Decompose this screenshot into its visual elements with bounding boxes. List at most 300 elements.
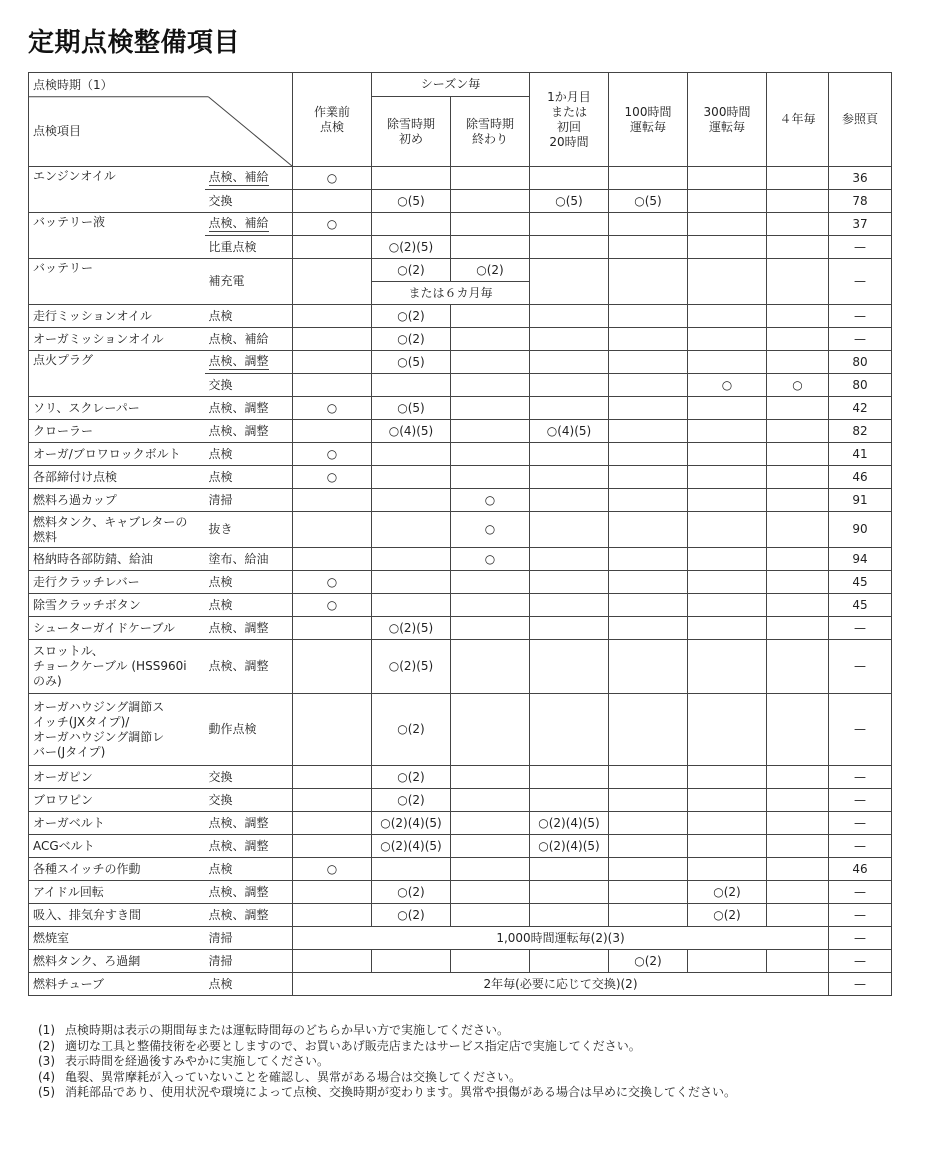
col-label: 300時間 運転毎 (703, 104, 751, 134)
sub-item-cell (205, 594, 293, 617)
item-cell (29, 858, 205, 881)
schedule-cell: ○(2) (372, 789, 451, 812)
schedule-cell (688, 466, 767, 489)
sub-item-cell (205, 812, 293, 835)
item-label: オーガピン (33, 769, 93, 784)
schedule-cell (293, 789, 372, 812)
footnotes (38, 1023, 736, 1101)
item-label: 各部締付け点検 (33, 469, 118, 484)
table-row (29, 259, 892, 282)
schedule-cell (609, 213, 688, 236)
schedule-cell (688, 640, 767, 694)
item-cell (29, 766, 205, 789)
item-cell (29, 466, 205, 489)
schedule-cell (609, 904, 688, 927)
ref-page-cell: — (829, 694, 892, 766)
schedule-cell: ○(2) (609, 950, 688, 973)
schedule-cell (688, 789, 767, 812)
schedule-cell (372, 466, 451, 489)
schedule-cell (451, 640, 530, 694)
schedule-cell (530, 328, 609, 351)
item-cell (29, 512, 205, 548)
timing-label: 点検時期（1） (33, 78, 113, 92)
schedule-cell (530, 443, 609, 466)
schedule-cell (609, 812, 688, 835)
schedule-cell (451, 374, 530, 397)
sub-item-cell (205, 236, 293, 259)
schedule-cell: ○(2) (688, 904, 767, 927)
schedule-cell (372, 858, 451, 881)
sub-item-cell (205, 512, 293, 548)
sub-item-label: 交換 (208, 193, 233, 208)
table-row (29, 571, 892, 594)
schedule-cell (293, 351, 372, 374)
schedule-cell (609, 167, 688, 190)
schedule-cell (609, 548, 688, 571)
schedule-cell (451, 617, 530, 640)
table-row (29, 789, 892, 812)
table-row (29, 548, 892, 571)
schedule-cell (530, 789, 609, 812)
schedule-cell (451, 397, 530, 420)
sub-item-label: 点検、調整 (208, 400, 269, 415)
schedule-cell (530, 858, 609, 881)
item-cell (29, 259, 205, 305)
schedule-cell (293, 259, 372, 305)
schedule-cell (609, 374, 688, 397)
schedule-cell (609, 766, 688, 789)
col-label: 除雪時期 初め (386, 116, 435, 146)
schedule-cell (530, 236, 609, 259)
schedule-cell (530, 640, 609, 694)
schedule-cell (451, 351, 530, 374)
sub-item-cell (205, 443, 293, 466)
sub-item-cell (205, 617, 293, 640)
item-label: オーガハウジング調節ス イッチ(JXタイプ)/ オーガハウジング調節レ バー(Jタイプ) (33, 699, 165, 759)
item-label: 各種スイッチの作動 (33, 861, 141, 876)
schedule-cell (767, 305, 829, 328)
sub-item-label: 清掃 (208, 953, 233, 968)
schedule-cell (530, 881, 609, 904)
item-cell (29, 812, 205, 835)
item-label: 燃料ろ過カップ (33, 492, 117, 507)
schedule-cell (767, 789, 829, 812)
schedule-cell (293, 236, 372, 259)
item-cell (29, 489, 205, 512)
schedule-cell: ○(2) (688, 881, 767, 904)
item-cell (29, 640, 205, 694)
schedule-cell (530, 766, 609, 789)
schedule-cell: ○(5) (372, 351, 451, 374)
schedule-cell: ○ (293, 594, 372, 617)
item-label: バッテリー液 (33, 215, 106, 229)
schedule-cell (767, 858, 829, 881)
schedule-cell (293, 190, 372, 213)
item-label: スロットル、 チョークケーブル (HSS960i のみ) (33, 644, 187, 688)
schedule-cell: ○(2) (451, 259, 530, 282)
schedule-cell (530, 512, 609, 548)
schedule-cell (767, 571, 829, 594)
schedule-cell (609, 397, 688, 420)
schedule-cell (530, 950, 609, 973)
col-300h (688, 73, 767, 167)
schedule-cell: ○(5) (609, 190, 688, 213)
ref-page-cell: — (829, 973, 892, 996)
schedule-cell (609, 489, 688, 512)
item-cell (29, 305, 205, 328)
schedule-cell (767, 881, 829, 904)
diagonal-header-cell (29, 73, 293, 167)
schedule-cell (530, 571, 609, 594)
schedule-cell (530, 351, 609, 374)
table-row (29, 167, 892, 190)
col-snow-end (451, 97, 530, 167)
sub-item-cell (205, 466, 293, 489)
schedule-cell (530, 594, 609, 617)
table-row (29, 835, 892, 858)
ref-page-cell: 82 (829, 420, 892, 443)
footnote-text: 適切な工具と整備技術を必要としますので、お買いあげ販売店またはサービス指定店で実施してください。 (65, 1038, 641, 1053)
schedule-cell (688, 236, 767, 259)
item-label: 走行ミッションオイル (33, 308, 152, 323)
sub-item-cell (205, 351, 293, 374)
sub-item-cell (205, 305, 293, 328)
schedule-cell (609, 466, 688, 489)
col-ref-page: 参照頁 (829, 73, 892, 167)
col-first-month (530, 73, 609, 167)
schedule-cell (530, 259, 609, 305)
ref-page-cell: — (829, 328, 892, 351)
ref-page-cell: 41 (829, 443, 892, 466)
schedule-cell: ○(2) (372, 881, 451, 904)
schedule-cell (372, 548, 451, 571)
ref-page-cell: 45 (829, 571, 892, 594)
sub-item-cell (205, 489, 293, 512)
item-cell (29, 904, 205, 927)
footnote-number: (1) (38, 1023, 55, 1037)
table-row (29, 950, 892, 973)
sub-item-cell (205, 858, 293, 881)
schedule-cell (609, 259, 688, 305)
schedule-cell: ○ (293, 167, 372, 190)
table-row (29, 397, 892, 420)
schedule-cell (688, 167, 767, 190)
schedule-cell (530, 904, 609, 927)
item-cell (29, 571, 205, 594)
table-row (29, 305, 892, 328)
sub-item-cell (205, 548, 293, 571)
schedule-cell (688, 950, 767, 973)
sub-item-label: 点検、補給 (208, 170, 269, 184)
sub-item-label: 点検 (208, 574, 233, 589)
schedule-cell (372, 594, 451, 617)
item-label: 燃料タンク、キャブレターの 燃料 (33, 514, 188, 544)
schedule-cell: ○ (451, 489, 530, 512)
schedule-cell: ○(2)(5) (372, 640, 451, 694)
schedule-cell (609, 420, 688, 443)
schedule-cell (688, 835, 767, 858)
ref-page-cell: — (829, 617, 892, 640)
schedule-cell (688, 489, 767, 512)
schedule-cell: ○(2) (372, 766, 451, 789)
item-label: シューターガイドケーブル (33, 620, 175, 635)
sub-item-cell (205, 213, 293, 236)
sub-item-label: 清掃 (208, 930, 233, 945)
schedule-cell: または６カ月毎 (372, 282, 530, 305)
table-row (29, 694, 892, 766)
item-cell (29, 594, 205, 617)
schedule-cell (688, 190, 767, 213)
schedule-cell: ○ (293, 397, 372, 420)
item-label: ソリ、スクレーパー (33, 400, 140, 415)
sub-item-cell (205, 571, 293, 594)
schedule-cell (372, 443, 451, 466)
schedule-cell: ○(2) (372, 904, 451, 927)
ref-page-cell: — (829, 640, 892, 694)
sub-item-cell (205, 766, 293, 789)
sub-item-cell (205, 640, 293, 694)
maintenance-schedule-table (28, 72, 892, 996)
schedule-cell (609, 236, 688, 259)
sub-item-label: 点検、調整 (208, 423, 269, 438)
schedule-cell (372, 950, 451, 973)
item-cell (29, 420, 205, 443)
schedule-cell (293, 420, 372, 443)
schedule-cell (293, 617, 372, 640)
schedule-cell (293, 548, 372, 571)
schedule-cell (767, 617, 829, 640)
schedule-cell (372, 374, 451, 397)
col-label: 除雪時期 終わり (465, 116, 514, 146)
item-label: 除雪クラッチボタン (33, 597, 141, 612)
ref-page-cell: 80 (829, 351, 892, 374)
schedule-cell: ○(5) (530, 190, 609, 213)
schedule-cell (688, 694, 767, 766)
schedule-cell (767, 950, 829, 973)
table-row (29, 512, 892, 548)
sub-item-label: 点検、調整 (208, 620, 269, 635)
item-label: 格納時各部防錆、給油 (33, 551, 154, 566)
item-cell (29, 927, 205, 950)
sub-item-label: 点検、調整 (208, 907, 269, 922)
item-label: 点火プラグ (33, 353, 94, 367)
table-row (29, 812, 892, 835)
schedule-cell (767, 236, 829, 259)
schedule-cell: ○(2) (372, 694, 451, 766)
footnote (38, 1023, 736, 1039)
schedule-cell (451, 328, 530, 351)
schedule-cell (767, 351, 829, 374)
schedule-cell (609, 694, 688, 766)
sub-item-cell (205, 190, 293, 213)
schedule-cell (688, 617, 767, 640)
footnote (38, 1085, 736, 1101)
schedule-cell (451, 881, 530, 904)
schedule-cell: ○(2)(5) (372, 236, 451, 259)
ref-page-cell: — (829, 927, 892, 950)
ref-page-cell: 94 (829, 548, 892, 571)
schedule-cell (451, 305, 530, 328)
schedule-cell (451, 904, 530, 927)
footnote-text: 亀裂、異常摩耗が入っていないことを確認し、異常がある場合は交換してください。 (65, 1069, 522, 1084)
schedule-cell: ○ (767, 374, 829, 397)
schedule-cell (688, 213, 767, 236)
schedule-cell: ○(2)(5) (372, 617, 451, 640)
schedule-cell (688, 594, 767, 617)
ref-page-cell: — (829, 950, 892, 973)
schedule-cell: ○(2)(4)(5) (530, 835, 609, 858)
col-label: 作業前 点検 (313, 104, 350, 134)
schedule-cell: ○(5) (372, 397, 451, 420)
sub-item-cell (205, 374, 293, 397)
schedule-cell (293, 328, 372, 351)
table-row (29, 420, 892, 443)
item-cell (29, 617, 205, 640)
schedule-cell (451, 594, 530, 617)
sub-item-cell (205, 789, 293, 812)
schedule-cell (688, 858, 767, 881)
item-cell (29, 973, 205, 996)
schedule-cell: ○ (293, 858, 372, 881)
schedule-cell (767, 548, 829, 571)
table-row (29, 858, 892, 881)
schedule-cell (293, 835, 372, 858)
schedule-cell (609, 512, 688, 548)
table-row (29, 881, 892, 904)
sub-item-cell (205, 835, 293, 858)
schedule-cell (293, 489, 372, 512)
schedule-cell: ○ (293, 213, 372, 236)
item-cell (29, 694, 205, 766)
ref-page-cell: 36 (829, 167, 892, 190)
schedule-cell (451, 466, 530, 489)
ref-page-cell: — (829, 835, 892, 858)
item-cell (29, 213, 205, 259)
item-cell (29, 950, 205, 973)
schedule-cell (609, 640, 688, 694)
schedule-cell (293, 881, 372, 904)
sub-item-label: 比重点検 (208, 239, 257, 254)
sub-item-label: 点検、補給 (208, 331, 269, 346)
ref-page-cell: 78 (829, 190, 892, 213)
ref-page-cell: — (829, 305, 892, 328)
ref-page-cell: 37 (829, 213, 892, 236)
page-title: 定期点検整備項目 (28, 28, 241, 58)
footnote-text: 消耗部品であり、使用状況や環境によって点検、交換時期が変わります。異常や損傷がある場合は早めに交換してください。 (65, 1085, 737, 1099)
schedule-cell (767, 190, 829, 213)
schedule-cell (609, 571, 688, 594)
schedule-cell: ○(2) (372, 328, 451, 351)
schedule-cell (451, 571, 530, 594)
schedule-cell (767, 259, 829, 305)
schedule-cell (767, 213, 829, 236)
schedule-cell (451, 694, 530, 766)
sub-item-cell (205, 397, 293, 420)
schedule-cell: ○ (293, 571, 372, 594)
schedule-cell (688, 259, 767, 305)
schedule-cell (767, 466, 829, 489)
ref-page-cell: 90 (829, 512, 892, 548)
header-row-1 (29, 73, 892, 97)
item-label: 走行クラッチレバー (33, 574, 140, 589)
schedule-cell (688, 812, 767, 835)
schedule-cell (767, 904, 829, 927)
table-row (29, 973, 892, 996)
schedule-cell (688, 305, 767, 328)
schedule-cell (451, 812, 530, 835)
footnote-number: (5) (38, 1085, 55, 1099)
item-label: バッテリー (33, 261, 94, 275)
sub-item-label: 塗布、給油 (208, 551, 269, 566)
schedule-cell (767, 397, 829, 420)
schedule-cell (451, 835, 530, 858)
schedule-cell (372, 571, 451, 594)
schedule-cell (451, 950, 530, 973)
schedule-cell (609, 835, 688, 858)
schedule-cell (372, 489, 451, 512)
schedule-cell: ○ (451, 512, 530, 548)
sub-item-cell (205, 927, 293, 950)
ref-page-cell: — (829, 789, 892, 812)
schedule-cell (688, 351, 767, 374)
schedule-cell (609, 443, 688, 466)
sub-item-label: 点検、調整 (208, 354, 269, 368)
schedule-cell (767, 694, 829, 766)
schedule-cell (688, 397, 767, 420)
schedule-cell (767, 512, 829, 548)
schedule-cell (451, 167, 530, 190)
schedule-cell (530, 617, 609, 640)
footnote (38, 1054, 736, 1070)
schedule-cell (530, 548, 609, 571)
schedule-cell (451, 766, 530, 789)
ref-page-cell: 46 (829, 466, 892, 489)
sub-item-cell (205, 167, 293, 190)
ref-page-cell: — (829, 766, 892, 789)
table-row (29, 466, 892, 489)
sub-item-label: 点検、調整 (208, 815, 269, 830)
schedule-cell (767, 766, 829, 789)
schedule-cell (609, 594, 688, 617)
item-cell (29, 167, 205, 213)
schedule-cell (372, 512, 451, 548)
ref-page-cell: 46 (829, 858, 892, 881)
item-cell (29, 351, 205, 397)
schedule-cell (609, 617, 688, 640)
col-4y: ４年毎 (767, 73, 829, 167)
schedule-cell (688, 512, 767, 548)
sub-item-cell (205, 420, 293, 443)
sub-item-cell (205, 881, 293, 904)
schedule-cell (767, 443, 829, 466)
schedule-cell: ○(2) (372, 305, 451, 328)
schedule-cell: ○(2) (372, 259, 451, 282)
schedule-cell (451, 190, 530, 213)
schedule-cell (293, 512, 372, 548)
schedule-cell (530, 397, 609, 420)
item-label: オーガベルト (33, 815, 105, 830)
schedule-cell: ○(2)(4)(5) (372, 835, 451, 858)
sub-item-cell (205, 328, 293, 351)
footnote-number: (2) (38, 1038, 55, 1053)
item-label: 吸入、排気弁すき間 (33, 907, 142, 922)
ref-page-cell: 45 (829, 594, 892, 617)
table-row (29, 640, 892, 694)
col-before-work (293, 73, 372, 167)
item-cell (29, 835, 205, 858)
schedule-cell (609, 858, 688, 881)
ref-page-cell: — (829, 812, 892, 835)
